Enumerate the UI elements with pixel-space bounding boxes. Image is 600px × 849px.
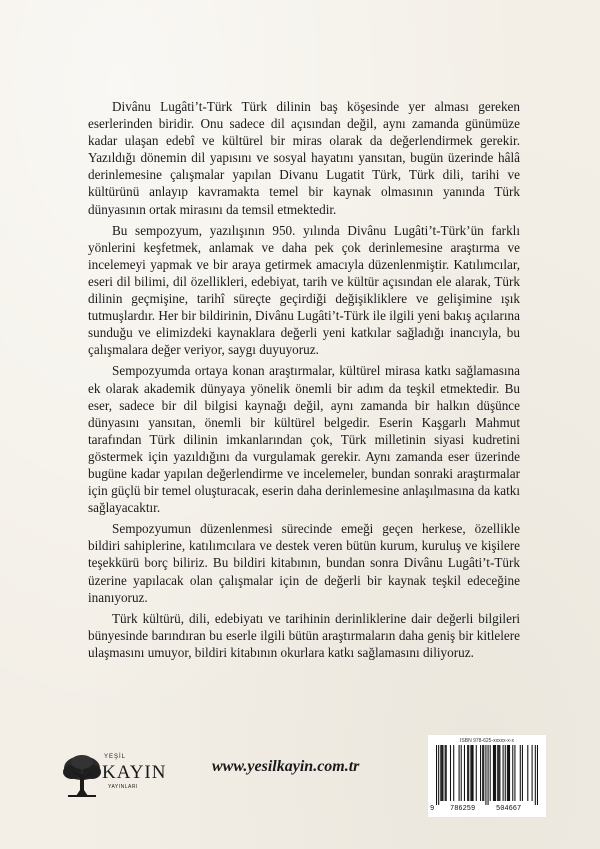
barcode-bar — [442, 745, 443, 801]
barcode-bar — [468, 745, 469, 801]
barcode-bar — [522, 745, 523, 801]
barcode-bar — [514, 745, 515, 801]
paragraph-1: Divânu Lugâti’t-Türk Türk dilinin baş köşesinde yer alması gereken eserlerinden biridir. Onu sadece dil açısından değil, aynı zamanda günümüze kadar ulaşan edebî ve kültürel bir miras olarak da değerlendirmek gerekir. Yazıldığı dönemin dil yapısını ve sosyal hayatını yansıtan, bugün üzerinde hâlâ derinlemesine çalışmalar yapılan Divanu Lugatit Türk, Türk dili, tarihi ve kültürünü anlayıp kavramakta temel bir kaynak olmasının yanında Türk dünyasının ortak mirasını da temsil etmektedir. — [88, 99, 520, 217]
barcode-bar — [450, 745, 451, 801]
tree-icon — [62, 754, 102, 798]
barcode-bar — [453, 745, 454, 801]
barcode-bar — [485, 745, 486, 805]
barcode-bar — [507, 745, 508, 801]
isbn-label: ISBN 978-625-xxxxx-x-x — [460, 738, 514, 744]
barcode-digits-left: 786259 — [450, 805, 476, 813]
barcode-bar — [470, 745, 471, 801]
barcode-bar — [480, 745, 481, 801]
barcode-bar — [482, 745, 483, 801]
barcode-bar — [483, 745, 484, 801]
barcode-bar — [498, 745, 499, 801]
barcode-bar — [497, 745, 498, 801]
barcode-bar — [505, 745, 506, 801]
cover-description — [88, 98, 520, 665]
barcode-digit-first: 9 — [430, 805, 435, 813]
barcode-bar — [495, 745, 496, 801]
barcode-bar — [488, 745, 489, 805]
barcode-bar — [473, 745, 474, 801]
barcode-bar — [508, 745, 509, 801]
barcode-bar — [464, 745, 465, 801]
paragraph-5: Türk kültürü, dili, edebiyatı ve tarihinin derinliklerine dair değerli bilgileri bünyesinde barındıran bu eserle ilgili bütün araştırmaların daha geniş bir kitlelere ulaşmasını umuyor, bildiri kitabının okurlara katkı sağlamasını diliyoruz. — [88, 610, 520, 660]
barcode-bar — [512, 745, 513, 801]
publisher-name-sub: YAYINLARI — [108, 784, 138, 790]
barcode-bar — [532, 745, 533, 801]
paragraph-3: Sempozyumda ortaya konan araştırmalar, kültürel mirasa katkı sağlamasına ek olarak akademik dünyaya yönelik önemli bir adım da teşkil etmektedir. Bu eser, sadece bir dil bilgisi kaynağı değil, aynı zamanda bir halkın düşünce dünyasını yansıtan, önemli bir kültürel belgedir. Eserin Kaşgarlı Mahmut tarafından Türk dilinin imkanlarından çok, Türk milletinin siyasi kudretini göstermek için yazıldığını da vurgulamak gerekir. Aynı zamanda eser üzerinde bugüne kadar yapılan değerlendirme ve incelemeler, bundan sonraki araştırmalar için güçlü bir temel oluşturacak, eserin daha derinlemesine anlaşılmasına da katkı sağlayacaktır. — [88, 363, 520, 516]
barcode-bar — [459, 745, 460, 801]
barcode-bar — [461, 745, 462, 801]
barcode-bar — [520, 745, 521, 801]
barcode-bar — [494, 745, 495, 801]
barcode-bar — [446, 745, 447, 801]
publisher-logo — [62, 754, 167, 802]
barcode-bar — [436, 745, 437, 805]
barcode-bar — [476, 745, 477, 801]
barcode-bar — [493, 745, 494, 801]
barcode-bar — [438, 745, 439, 805]
barcode-bar — [490, 745, 491, 801]
paragraph-2: Bu sempozyum, yazılışının 950. yılında Divânu Lugâti’t-Türk’ün farklı yönlerini keşfetmek, anlamak ve daha pek çok derinlemesine araştırma ve incelemeyi yapmak ve bir araya getirmek amacıyla düzenlenmiştir. Katılımcılar, eseri dil bilimi, dil özellikleri, edebiyat, tarih ve kültür açısından ele alarak, Türk dilinin geçmişine, tarihî süreçte geçirdiği değişikliklere ve gelişimine ışık tutmuşlardır. Her bir bildirinin, Divânu Lugâti’t-Türk ile ilgili yeni bakış açılarına sunduğu ve elimizdeki kaynaklara değerli yeni katkılar sağladığı inancıyla, bu çalışmalara değer veriyor, saygı duyuyoruz. — [88, 222, 520, 358]
barcode-bar — [535, 745, 536, 805]
barcode-bar — [471, 745, 472, 801]
barcode-bars — [436, 745, 538, 805]
publisher-name: KAYIN — [102, 762, 167, 783]
barcode-bar — [509, 745, 510, 801]
barcode-bar — [441, 745, 442, 801]
barcode-digits — [428, 805, 546, 815]
barcode-bar — [537, 745, 538, 805]
barcode-bar — [467, 745, 468, 801]
barcode-bar — [440, 745, 441, 801]
barcode-digits-right: 504667 — [496, 805, 522, 813]
isbn-barcode — [428, 735, 546, 817]
barcode-bar — [527, 745, 528, 801]
publisher-website[interactable]: www.yesilkayin.com.tr — [212, 758, 360, 775]
paragraph-4: Sempozyumun düzenlenmesi sürecinde emeği geçen herkese, özellikle bildiri sahiplerine, katılımcılara ve destek veren bütün kurum, kuruluş ve kişilere teşekkürü borç biliriz. Bu bildiri kitabının, bundan sonra Divânu Lugâti’t-Türk üzerine yapılacak olan çalışmalar için de değerli bir kaynak teşkil edeceğine inanıyoruz. — [88, 521, 520, 605]
publisher-name-top: YEŞİL — [104, 754, 127, 760]
barcode-bar — [445, 745, 446, 801]
barcode-bar — [499, 745, 500, 801]
barcode-bar — [503, 745, 504, 801]
